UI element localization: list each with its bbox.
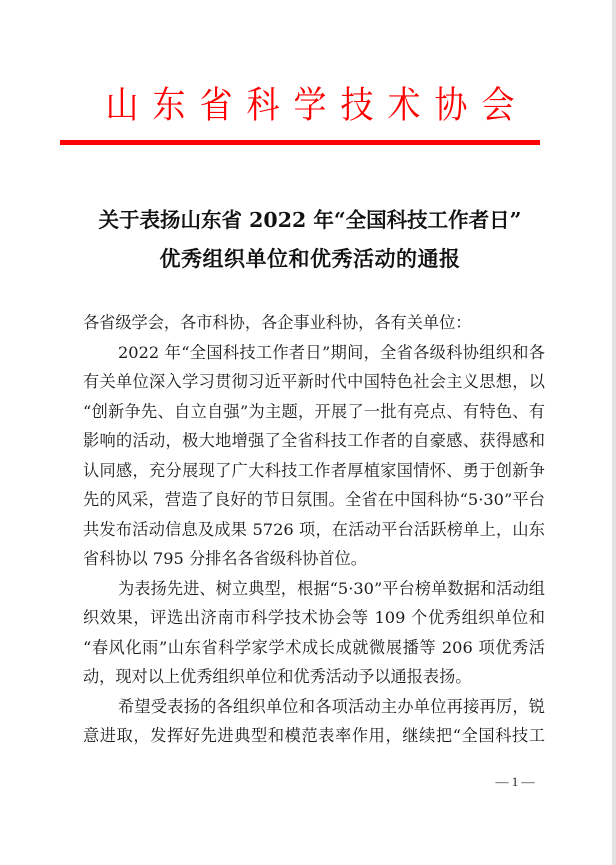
letterhead-char: 术 <box>387 82 421 127</box>
document-title-line-1: 关于表扬山东省 2022 年“全国科技工作者日” <box>98 208 522 232</box>
letterhead-char: 科 <box>246 82 280 127</box>
paragraph-line: 有关单位深入学习贯彻习近平新时代中国特色社会主义思想，以 <box>83 372 545 391</box>
letterhead-char: 东 <box>152 82 186 127</box>
salutation: 各省级学会，各市科协，各企事业科协，各有关单位： <box>83 313 472 332</box>
paragraph-line: 动，现对以上优秀组织单位和优秀活动予以通报表扬。 <box>83 667 472 686</box>
letterhead-red-rule <box>60 140 540 145</box>
paragraph-line: 先的风采，营造了良好的节日氛围。全省在中国科协“5·30”平台 <box>83 490 545 509</box>
letterhead-org-name <box>100 84 520 126</box>
paragraph-line: 为表扬先进、树立典型，根据“5·30”平台榜单数据和活动组 <box>118 578 545 598</box>
paragraph-line: 织效果，评选出济南市科学技术协会等 109 个优秀组织单位和 <box>83 608 545 627</box>
paragraph-line: 认同感，充分展现了广大科技工作者厚植家国情怀、勇于创新争 <box>83 460 545 480</box>
letterhead-char: 山 <box>105 82 139 127</box>
letterhead-char: 省 <box>199 82 233 127</box>
letterhead-char: 会 <box>481 82 515 127</box>
letterhead-char: 学 <box>293 82 327 127</box>
paragraph-line: 希望受表扬的各组织单位和各项活动主办单位再接再厉，锐 <box>118 696 545 716</box>
paragraph-line: 省科协以 795 分排名各省级科协首位。 <box>83 549 367 568</box>
paragraph-line: 影响的活动，极大地增强了全省科技工作者的自豪感、获得感和 <box>83 431 545 450</box>
paragraph-line: 2022 年“全国科技工作者日”期间，全省各级科协组织和各 <box>118 342 545 362</box>
paragraph-line: “创新争先、自立自强”为主题，开展了一批有亮点、有特色、有 <box>83 401 545 421</box>
viewer-scrollbar-edge <box>612 0 616 865</box>
paragraph-line: 意进取，发挥好先进典型和模范表率作用，继续把“全国科技工 <box>83 726 545 745</box>
paragraph-line: 共发布活动信息及成果 5726 项，在活动平台活跃榜单上，山东 <box>83 519 545 539</box>
document-body <box>83 308 545 751</box>
page-number: — 1 — <box>495 774 535 789</box>
document-title-line-2: 优秀组织单位和优秀活动的通报 <box>159 246 461 271</box>
letterhead-char: 技 <box>340 82 374 127</box>
letterhead-char: 协 <box>434 82 468 127</box>
paragraph-line: “春风化雨”山东省科学家学术成长成就微展播等 206 项优秀活 <box>83 637 545 657</box>
